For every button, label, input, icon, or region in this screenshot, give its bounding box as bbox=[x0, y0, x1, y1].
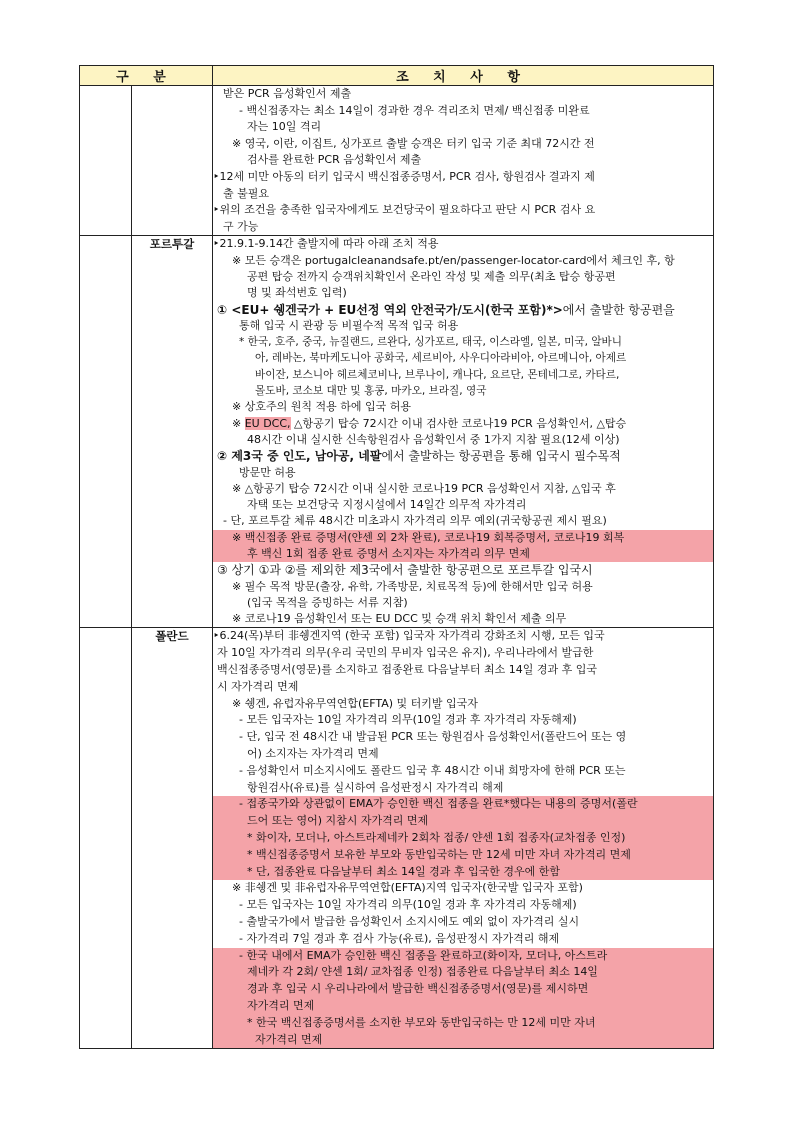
text-line bbox=[213, 448, 713, 464]
text-line: 자 10일 자가격리 의무(우리 국민의 무비자 입국은 유지), 우리나라에서 발급한 bbox=[217, 646, 594, 660]
text-line: (입국 목적을 증빙하는 서류 지참) bbox=[247, 595, 408, 609]
highlight-line: * 백신접종증명서 보유한 부모와 동반입국하는 만 12세 미만 자녀 자가격리 면제 bbox=[213, 847, 713, 864]
text-line: - 단, 입국 전 48시간 내 발급된 PCR 또는 항원검사 음성확인서(폴란드어 또는 영 bbox=[239, 730, 627, 744]
text-line: ※ 필수 목적 방문(출장, 유학, 가족방문, 치료목적 등)에 한해서만 입국 허용 bbox=[232, 579, 593, 593]
country-cell: 포르투갈 bbox=[132, 236, 213, 628]
text-line: 자택 또는 보건당국 지정시설에서 14일간 의무적 자가격리 bbox=[247, 498, 527, 512]
text-line: ‣위의 조건을 충족한 입국자에게도 보건당국이 필요하다고 판단 시 PCR 검사 요 bbox=[213, 203, 596, 217]
text-line: ※ 非쉥겐 및 非유럽자유무역연합(EFTA)지역 입국자(한국발 입국자 포함) bbox=[232, 881, 583, 895]
text-line: - 음성확인서 미소지시에도 폴란드 입국 후 48시간 이내 희망자에 한해 PCR 또는 bbox=[239, 763, 626, 777]
text-line: 구 가능 bbox=[223, 219, 259, 233]
country-cell: 폴란드 bbox=[132, 628, 213, 1049]
text-line: 공편 탑승 전까지 승객위치확인서 온라인 작성 및 제출 의무(최초 탑승 항공편 bbox=[247, 269, 616, 283]
text-tail: 에서 출발하는 항공편을 통해 입국시 필수목적 bbox=[381, 449, 621, 464]
text-line: ‣12세 미만 아동의 터키 입국시 백신접종증명서, PCR 검사, 항원검사 결과지 제 bbox=[213, 169, 595, 183]
text-line: - 출발국가에서 발급한 음성확인서 소지시에도 예외 없이 자가격리 실시 bbox=[239, 915, 580, 929]
measures-cell bbox=[213, 86, 714, 236]
table-row bbox=[80, 628, 714, 1049]
text-line: - 단, 포르투갈 체류 48시간 미초과시 자가격리 의무 예외(귀국항공권 제시 필요) bbox=[223, 514, 607, 528]
highlight-line: * 단, 접종완료 다음날부터 최소 14일 경과 후 입국한 경우에 한함 bbox=[213, 864, 713, 881]
text-line bbox=[213, 302, 713, 318]
text-line: 자는 10일 격리 bbox=[247, 120, 322, 134]
text-line: - 모든 입국자는 10일 자가격리 의무(10일 경과 후 자가격리 자동해제) bbox=[239, 898, 577, 912]
measures-table bbox=[79, 65, 714, 1049]
empty-cell bbox=[80, 628, 132, 1049]
highlight-line: 경과 후 입국 시 우리나라에서 발급한 백신접종증명서(영문)를 제시하면 bbox=[213, 981, 713, 998]
text-line: - 모든 입국자는 10일 자가격리 의무(10일 경과 후 자가격리 자동해제) bbox=[239, 713, 577, 727]
measures-cell bbox=[213, 236, 714, 628]
highlight-text: ① <EU+ 쉥겐국가 + EU선정 역외 안전국가/도시(한국 포함)*> bbox=[217, 302, 563, 317]
text-line: ‣21.9.1-9.14간 출발지에 따라 아래 조치 적용 bbox=[213, 237, 439, 251]
text-line: 통해 입국 시 관광 등 비필수적 목적 입국 허용 bbox=[239, 318, 459, 332]
text-line: - 자가격리 7일 경과 후 검사 가능(유료), 음성판정시 자가격리 해제 bbox=[239, 931, 560, 945]
text-line: 검사를 완료한 PCR 음성확인서 제출 bbox=[247, 153, 422, 167]
text-line: * 한국, 호주, 중국, 뉴질랜드, 르완다, 싱가포르, 태국, 이스라엘, 일본, 미국, 알바니 bbox=[239, 336, 623, 349]
text-line: ‣6.24(목)부터 非쉥겐지역 (한국 포함) 입국자 자가격리 강화조치 시행, 모든 입국 bbox=[213, 629, 605, 643]
text-line: ※ 영국, 이란, 이집트, 싱가포르 출발 승객은 터키 입국 기준 최대 72시간 전 bbox=[232, 136, 595, 150]
highlight-line: ※ 백신접종 완료 증명서(얀센 외 2차 완료), 코로나19 회복증명서, 코로나19 회복 bbox=[213, 530, 713, 546]
highlight-line: - 접종국가와 상관없이 EMA가 승인한 백신 접종을 완료*했다는 내용의 증명서(폴란 bbox=[213, 796, 713, 813]
empty-cell bbox=[80, 236, 132, 628]
measures-cell bbox=[213, 628, 714, 1049]
text-line: 받은 PCR 음성확인서 제출 bbox=[223, 87, 352, 100]
table-row bbox=[80, 86, 714, 236]
text-line: 48시간 이내 실시한 신속항원검사 음성확인서 중 1가지 지참 필요(12세 이상) bbox=[247, 432, 620, 446]
text-head: ※ bbox=[232, 416, 245, 430]
highlight-line: * 한국 백신접종증명서를 소지한 부모와 동반입국하는 만 12세 미만 자녀 bbox=[213, 1015, 713, 1032]
text-line: ※ 코로나19 음성확인서 또는 EU DCC 및 승객 위치 확인서 제출 의무 bbox=[232, 612, 567, 626]
highlight-line: 후 백신 1회 접종 완료 증명서 소지자는 자가격리 의무 면제 bbox=[213, 546, 713, 562]
text-line: ※ 쉥겐, 유럽자유무역연합(EFTA) 및 터키발 입국자 bbox=[232, 696, 478, 710]
text-line: 방문만 허용 bbox=[239, 465, 296, 479]
empty-cell bbox=[80, 86, 132, 236]
country-cell bbox=[132, 86, 213, 236]
text-line: 항원검사(유료)를 실시하여 음성판정시 자가격리 해제 bbox=[247, 780, 504, 794]
text-tail: 에서 출발한 항공편을 bbox=[562, 302, 675, 317]
highlight-line: 제네카 각 2회/ 얀센 1회/ 교차접종 인정) 접종완료 다음날부터 최소 14일 bbox=[213, 964, 713, 981]
header-measures: 조 치 사 항 bbox=[213, 66, 714, 86]
highlight-line: 자가격리 면제 bbox=[213, 998, 713, 1015]
text-line bbox=[213, 416, 713, 432]
text-line: ※ △항공기 탑승 72시간 이내 실시한 코로나19 PCR 음성확인서 지참, △입국 후 bbox=[232, 481, 616, 495]
highlight-line: 드어 또는 영어) 지참시 자가격리 면제 bbox=[213, 813, 713, 830]
highlight-text: EU DCC, bbox=[244, 416, 291, 430]
text-line: 시 자가격리 면제 bbox=[217, 679, 299, 693]
text-line: 아, 레바논, 북마케도니아 공화국, 세르비아, 사우디아라비아, 아르메니아, 아제르 bbox=[255, 352, 627, 365]
bold-text: ② 제3국 중 인도, 남아공, 네팔 bbox=[217, 449, 382, 464]
table-header bbox=[80, 66, 714, 86]
text-line: 명 및 좌석번호 입력) bbox=[247, 286, 347, 300]
text-line: 몰도바, 코소보 대만 및 홍콩, 마카오, 브라질, 영국 bbox=[255, 385, 487, 398]
highlight-line: 자가격리 면제 bbox=[213, 1032, 713, 1049]
text-line: 어) 소지자는 자가격리 면제 bbox=[247, 747, 379, 761]
text-line: - 백신접종자는 최소 14일이 경과한 경우 격리조치 면제/ 백신접종 미완료 bbox=[239, 103, 590, 117]
highlight-line: * 화이자, 모더나, 아스트라제네카 2회차 접종/ 얀센 1회 접종자(교차접종 인정) bbox=[213, 830, 713, 847]
text-line: 출 불필요 bbox=[223, 186, 270, 200]
table-row bbox=[80, 236, 714, 628]
text-tail: △항공기 탑승 72시간 이내 검사한 코로나19 PCR 음성확인서, △탑승 bbox=[290, 416, 627, 430]
text-line: ※ 모든 승객은 portugalcleanandsafe.pt/en/passenger-locator-card에서 체크인 후, 항 bbox=[232, 253, 675, 267]
text-line: 백신접종증명서(영문)를 소지하고 접종완료 다음날부터 최소 14일 경과 후 입국 bbox=[217, 663, 597, 677]
text-line: ※ 상호주의 원칙 적용 하에 입국 허용 bbox=[232, 400, 411, 414]
header-category: 구 분 bbox=[80, 66, 213, 86]
text-line: ③ 상기 ①과 ②를 제외한 제3국에서 출발한 항공편으로 포르투갈 입국시 bbox=[217, 563, 593, 578]
highlight-line: - 한국 내에서 EMA가 승인한 백신 접종을 완료하고(화이자, 모더나, 아스트라 bbox=[213, 948, 713, 965]
text-line: 바이잔, 보스니아 헤르체코비나, 브루나이, 캐나다, 요르단, 몬테네그로, 카타르, bbox=[255, 368, 620, 381]
